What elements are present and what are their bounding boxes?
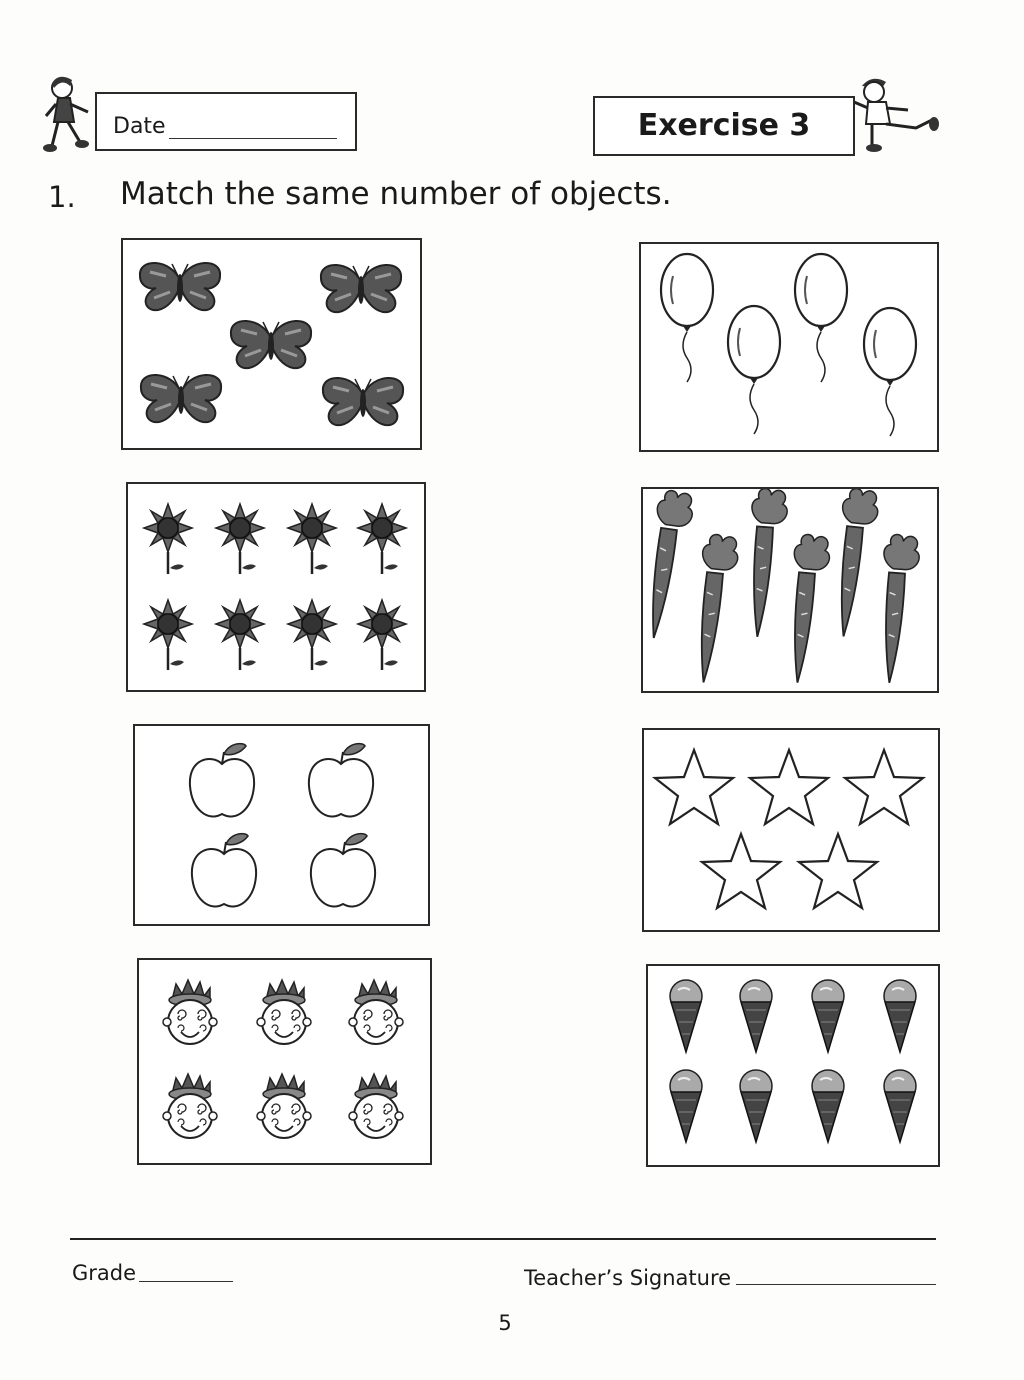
butterfly-icon <box>323 378 403 425</box>
butterfly-icon <box>231 321 311 368</box>
carrots-picture <box>643 489 937 691</box>
carrot-icon <box>689 533 740 684</box>
girl-mascot-icon <box>40 72 96 154</box>
sunflowers-box[interactable] <box>126 482 426 692</box>
footer-divider <box>70 1238 936 1240</box>
sunflowers-picture <box>128 484 424 690</box>
ice-cream-picture <box>648 966 938 1165</box>
ice-cream-cone-icon <box>812 980 844 1052</box>
ice-cream-cone-icon <box>740 980 772 1052</box>
sunflower-icon <box>216 600 264 670</box>
stars-picture <box>644 730 938 930</box>
ice-cream-cone-icon <box>670 1070 702 1142</box>
boy-mascot-icon <box>848 72 940 154</box>
star-icon <box>655 750 733 824</box>
stars-box[interactable] <box>642 728 940 932</box>
balloons-box[interactable] <box>639 242 939 452</box>
apples-picture <box>135 726 428 924</box>
face-icon <box>163 980 217 1044</box>
carrots-box[interactable] <box>641 487 939 693</box>
face-icon <box>163 1074 217 1138</box>
ice-cream-cone-icon <box>884 980 916 1052</box>
exercise-title-box <box>593 96 855 156</box>
carrot-icon <box>643 489 695 641</box>
faces-picture <box>139 960 430 1163</box>
balloons-picture <box>641 244 937 450</box>
ice-cream-cone-icon <box>670 980 702 1052</box>
teacher-signature-line[interactable] <box>736 1284 936 1285</box>
date-label: Date <box>113 114 166 139</box>
sunflower-icon <box>358 600 406 670</box>
face-icon <box>257 1074 311 1138</box>
sunflower-icon <box>144 600 192 670</box>
face-icon <box>257 980 311 1044</box>
sunflower-icon <box>288 600 336 670</box>
question-number: 1. <box>48 180 76 214</box>
butterfly-icon <box>140 263 220 310</box>
apples-box[interactable] <box>133 724 430 926</box>
carrot-icon <box>743 489 789 638</box>
carrot-icon <box>875 534 921 685</box>
balloon-icon <box>728 306 780 434</box>
balloon-icon <box>795 254 847 382</box>
question-text: Match the same number of objects. <box>120 176 672 212</box>
apple-icon <box>311 834 375 907</box>
grade-label: Grade <box>72 1261 137 1285</box>
butterfly-icon <box>321 265 401 312</box>
butterflies-picture <box>123 240 420 448</box>
sunflower-icon <box>358 504 406 574</box>
star-icon <box>750 750 828 824</box>
faces-box[interactable] <box>137 958 432 1165</box>
apple-icon <box>190 744 254 817</box>
carrot-icon <box>783 533 831 684</box>
date-field[interactable] <box>95 92 357 151</box>
date-write-line[interactable] <box>169 138 337 139</box>
star-icon <box>799 834 877 908</box>
ice-cream-cone-icon <box>884 1070 916 1142</box>
star-icon <box>845 750 923 824</box>
balloon-icon <box>864 308 916 436</box>
butterfly-icon <box>141 375 221 422</box>
apple-icon <box>309 744 373 817</box>
sunflower-icon <box>144 504 192 574</box>
ice-cream-cone-icon <box>812 1070 844 1142</box>
teacher-signature-label: Teacher’s Signature <box>524 1266 732 1290</box>
carrot-icon <box>829 489 880 639</box>
face-icon <box>349 980 403 1044</box>
exercise-title: Exercise 3 <box>637 108 811 143</box>
face-icon <box>349 1074 403 1138</box>
sunflower-icon <box>216 504 264 574</box>
ice-cream-box[interactable] <box>646 964 940 1167</box>
butterflies-box[interactable] <box>121 238 422 450</box>
grade-write-line[interactable] <box>139 1281 233 1282</box>
ice-cream-cone-icon <box>740 1070 772 1142</box>
balloon-icon <box>661 254 713 382</box>
apple-icon <box>192 834 256 907</box>
sunflower-icon <box>288 504 336 574</box>
page-number: 5 <box>498 1311 512 1335</box>
star-icon <box>702 834 780 908</box>
